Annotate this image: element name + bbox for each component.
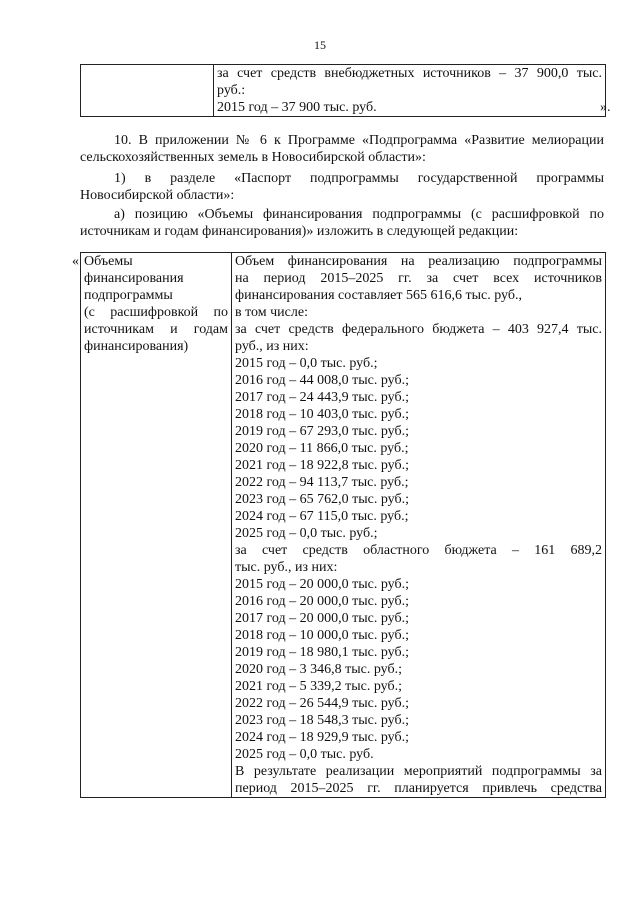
text-line: на период 2015–2025 гг. за счет всех источников — [235, 271, 602, 286]
federal-year-line: 2016 год – 44 008,0 тыс. руб.; — [235, 373, 409, 388]
table-cell-label — [81, 253, 232, 798]
page-number: 15 — [314, 38, 326, 52]
federal-year-line: 2019 год – 67 293,0 тыс. руб.; — [235, 424, 409, 439]
federal-year-line: 2017 год – 24 443,9 тыс. руб.; — [235, 390, 409, 405]
text-line: подпрограммы — [84, 288, 173, 303]
federal-year-line: 2024 год – 67 115,0 тыс. руб.; — [235, 509, 409, 524]
text-line: в том числе: — [235, 305, 308, 320]
text-line: В результате реализации мероприятий подпрограммы за — [235, 764, 602, 779]
paragraph-subitem-1 — [80, 170, 604, 204]
text-line: 1) в разделе «Паспорт подпрограммы государственной программы — [114, 171, 604, 186]
text-line: Объемы — [84, 254, 133, 269]
top-financing-table — [80, 64, 606, 117]
federal-year-line: 2018 год – 10 403,0 тыс. руб.; — [235, 407, 409, 422]
text-line: за счет средств внебюджетных источников – 37 900,0 тыс. — [217, 66, 602, 81]
text-line: финансирования) — [84, 339, 189, 354]
regional-year-line: 2024 год – 18 929,9 тыс. руб.; — [235, 730, 409, 745]
regional-year-line: 2016 год – 20 000,0 тыс. руб.; — [235, 594, 409, 609]
regional-year-line: 2022 год – 26 544,9 тыс. руб.; — [235, 696, 409, 711]
opening-quote: « — [72, 254, 79, 269]
paragraph-subitem-a — [80, 206, 604, 240]
federal-year-line: 2015 год – 0,0 тыс. руб.; — [235, 356, 378, 371]
table-row — [81, 65, 606, 117]
text-line: Объем финансирования на реализацию подпрограммы — [235, 254, 602, 269]
regional-year-line: 2020 год – 3 346,8 тыс. руб.; — [235, 662, 402, 677]
federal-year-line: 2022 год – 94 113,7 тыс. руб.; — [235, 475, 409, 490]
text-line: источникам и годам финансирования)» изложить в следующей редакции: — [80, 224, 519, 239]
federal-year-line: 2025 год – 0,0 тыс. руб.; — [235, 526, 378, 541]
regional-year-line: 2018 год – 10 000,0 тыс. руб.; — [235, 628, 409, 643]
text-line: (с расшифровкой по — [84, 305, 228, 320]
text-line: финансирования составляет 565 616,6 тыс. руб., — [235, 288, 522, 303]
closing-quote: ». — [600, 100, 611, 115]
regional-year-line: 2017 год – 20 000,0 тыс. руб.; — [235, 611, 409, 626]
text-line: период 2015–2025 гг. планируется привлечь средства — [235, 781, 602, 796]
text-line: 10. В приложении № 6 к Программе «Подпрограмма «Развитие мелиорации — [114, 133, 604, 148]
text-line: финансирования — [84, 271, 184, 286]
financing-volume-table — [80, 252, 606, 798]
text-line: за счет средств областного бюджета – 161 689,2 — [235, 543, 602, 558]
regional-year-line: 2023 год – 18 548,3 тыс. руб.; — [235, 713, 409, 728]
regional-year-line: 2021 год – 5 339,2 тыс. руб.; — [235, 679, 402, 694]
table-cell-empty — [81, 65, 214, 117]
federal-year-line: 2021 год – 18 922,8 тыс. руб.; — [235, 458, 409, 473]
table-row — [81, 253, 606, 798]
paragraph-item-10 — [80, 132, 604, 166]
text-line: руб., из них: — [235, 339, 309, 354]
regional-year-line: 2015 год – 20 000,0 тыс. руб.; — [235, 577, 409, 592]
table-cell-extrabudgetary — [214, 65, 606, 117]
regional-year-line: 2019 год – 18 980,1 тыс. руб.; — [235, 645, 409, 660]
text-line: Новосибирской области»: — [80, 188, 235, 203]
federal-year-line: 2020 год – 11 866,0 тыс. руб.; — [235, 441, 409, 456]
text-line: 2015 год – 37 900 тыс. руб. — [217, 100, 377, 115]
table-cell-content — [232, 253, 606, 798]
text-line: тыс. руб., из них: — [235, 560, 338, 575]
text-line: а) позицию «Объемы финансирования подпрограммы (с расшифровкой по — [114, 207, 604, 222]
federal-year-line: 2023 год – 65 762,0 тыс. руб.; — [235, 492, 409, 507]
text-line: сельскохозяйственных земель в Новосибирской области»: — [80, 150, 426, 165]
text-line: источникам и годам — [84, 322, 228, 337]
text-line: за счет средств федерального бюджета – 403 927,4 тыс. — [235, 322, 602, 337]
text-line: руб.: — [217, 83, 246, 98]
regional-year-line: 2025 год – 0,0 тыс. руб. — [235, 747, 374, 762]
